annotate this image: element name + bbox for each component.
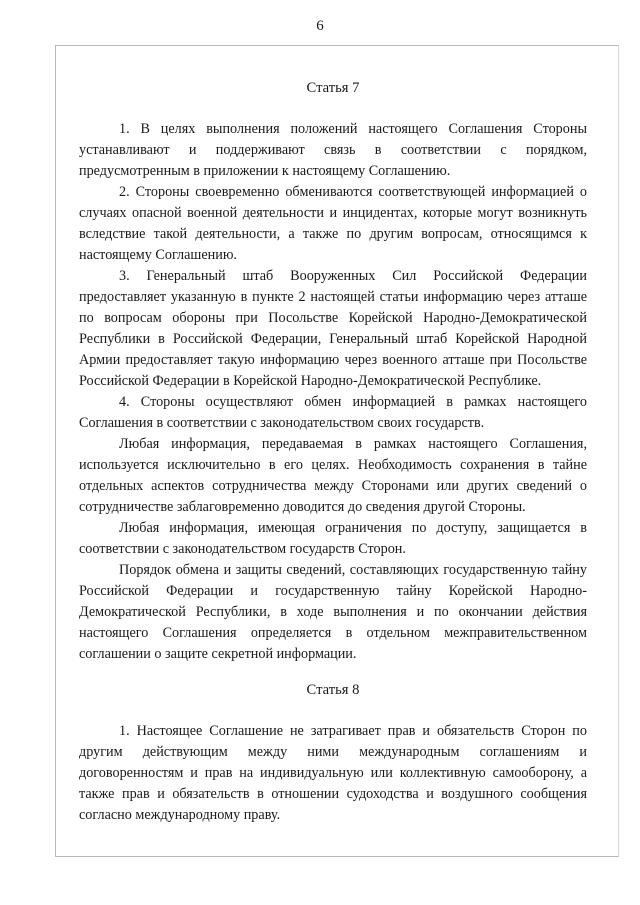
article-7-heading: Статья 7 xyxy=(306,80,360,96)
article-8-paragraph-1: 1. Настоящее Соглашение не затрагивает прав и обязательств Сторон по другим действующим между ними международным соглашениям и договоренностям и прав на индивидуальную или коллективную самооборону, а также прав и обязательств в отношении судоходства и воздушного сообщения согласно международному праву. xyxy=(79,723,587,823)
article-7-paragraph-3: 3. Генеральный штаб Вооруженных Сил Российской Федерации предоставляет указанную в пункте 2 настоящей статьи информацию через атташе по вопросам обороны при Посольстве Корейской Народно-Демократической Республики в Российской Федерации, Генеральный штаб Корейской Народной Армии предоставляет такую информацию через военного атташе при Посольстве Российской Федерации в Корейской Народно-Демократической Республике. xyxy=(79,268,587,389)
article-7-paragraph-1: 1. В целях выполнения положений настоящего Соглашения Стороны устанавливают и поддерживают связь в соответствии с порядком, предусмотренным в приложении к настоящему Соглашению. xyxy=(79,121,587,179)
article-7-paragraph-2: 2. Стороны своевременно обмениваются соответствующей информацией о случаях опасной военной деятельности и инцидентах, которые могут возникнуть вследствие такой деятельности, а также по другим вопросам, относящимся к настоящему Соглашению. xyxy=(79,184,587,263)
article-8-heading: Статья 8 xyxy=(306,682,360,698)
page-number: 6 xyxy=(316,18,324,34)
article-7-paragraph-5: Любая информация, передаваемая в рамках настоящего Соглашения, используется исключительно в его целях. Необходимость сохранения в тайне отдельных аспектов сотрудничества между Сторонами или других сведений о сотрудничестве заблаговременно доводится до сведения другой Стороны. xyxy=(79,436,587,515)
article-7-paragraph-6: Любая информация, имеющая ограничения по доступу, защищается в соответствии с законодательством государств Сторон. xyxy=(79,520,587,557)
article-7-paragraph-7: Порядок обмена и защиты сведений, составляющих государственную тайну Российской Федерации и государственную тайну Корейской Народно-Демократической Республики, в ходе выполнения и по окончании действия настоящего Соглашения определяется в отдельном межправительственном соглашении о защите секретной информации. xyxy=(79,562,587,662)
document-body xyxy=(79,78,587,826)
article-7-paragraph-4: 4. Стороны осуществляют обмен информацией в рамках настоящего Соглашения в соответствии с законодательством своих государств. xyxy=(79,394,587,431)
